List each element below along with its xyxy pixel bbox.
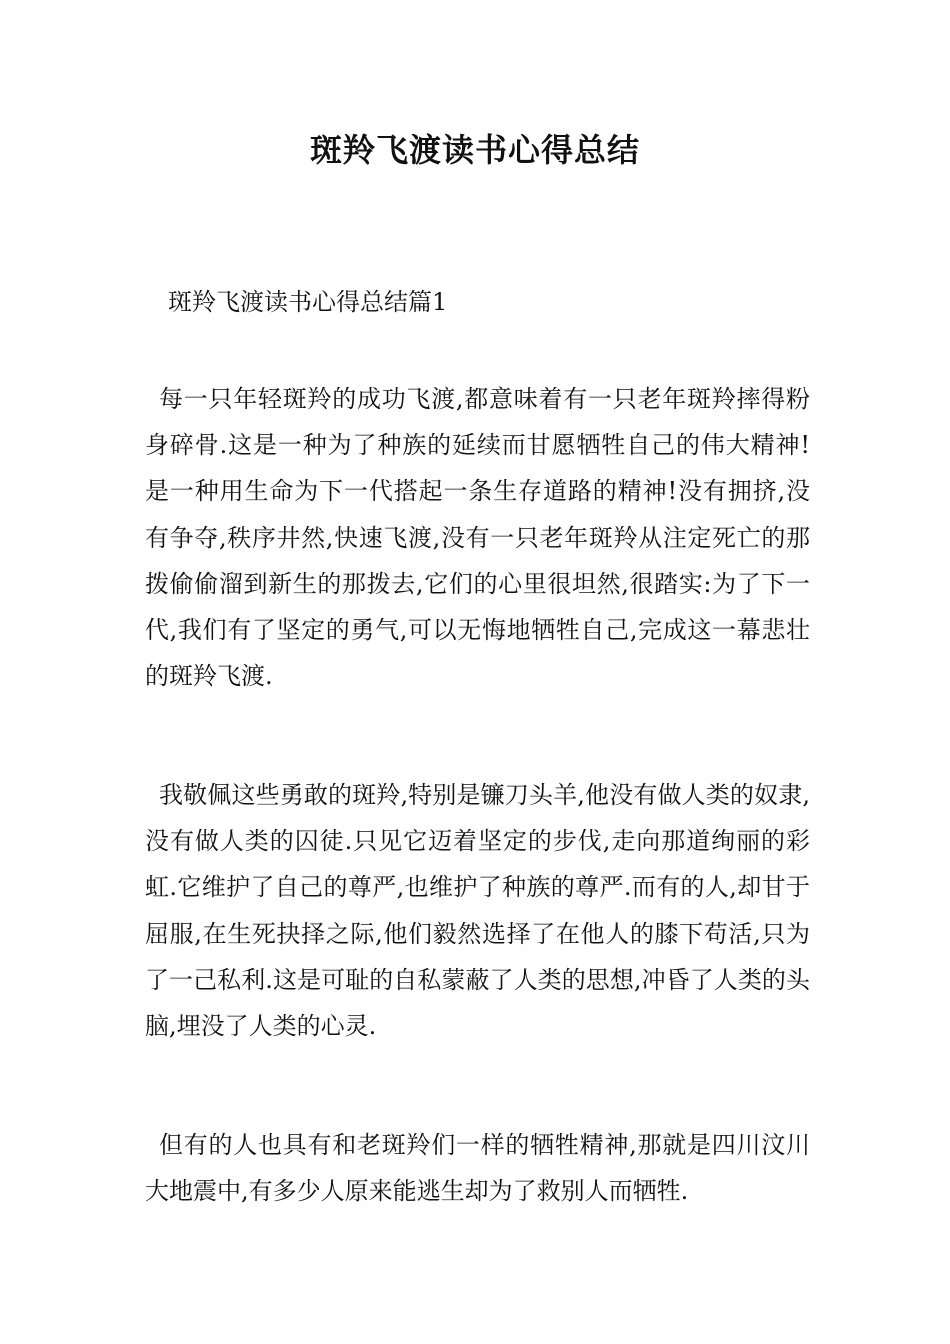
section-heading: 斑羚飞渡读书心得总结篇1	[168, 288, 448, 316]
document-title: 斑羚飞渡读书心得总结	[309, 131, 640, 169]
paragraph-3: 但有的人也具有和老斑羚们一样的牺牲精神,那就是四川汶川大地震中,有多少人原来能逃生却为了救别人而牺牲.	[145, 1131, 810, 1206]
paragraph-2: 我敬佩这些勇敢的斑羚,特别是镰刀头羊,他没有做人类的奴隶,没有做人类的囚徒.只见它迈着坚定的步伐,走向那道绚丽的彩虹.它维护了自己的尊严,也维护了种族的尊严.而有的人,却甘于屈服,在生死抉择之际,他们毅然选择了在他人的膝下苟活,只为了一己私利.这是可耻的自私蒙蔽了人类的思想,冲昏了人类的头脑,埋没了人类的心灵.	[145, 781, 810, 1041]
paragraph-1: 每一只年轻斑羚的成功飞渡,都意味着有一只老年斑羚摔得粉身碎骨.这是一种为了种族的延续而甘愿牺牲自己的伟大精神!是一种用生命为下一代搭起一条生存道路的精神!没有拥挤,没有争夺,秩序井然,快速飞渡,没有一只老年斑羚从注定死亡的那拨偷偷溜到新生的那拨去,它们的心里很坦然,很踏实:为了下一代,我们有了坚定的勇气,可以无悔地牺牲自己,完成这一幕悲壮的斑羚飞渡.	[145, 385, 810, 691]
